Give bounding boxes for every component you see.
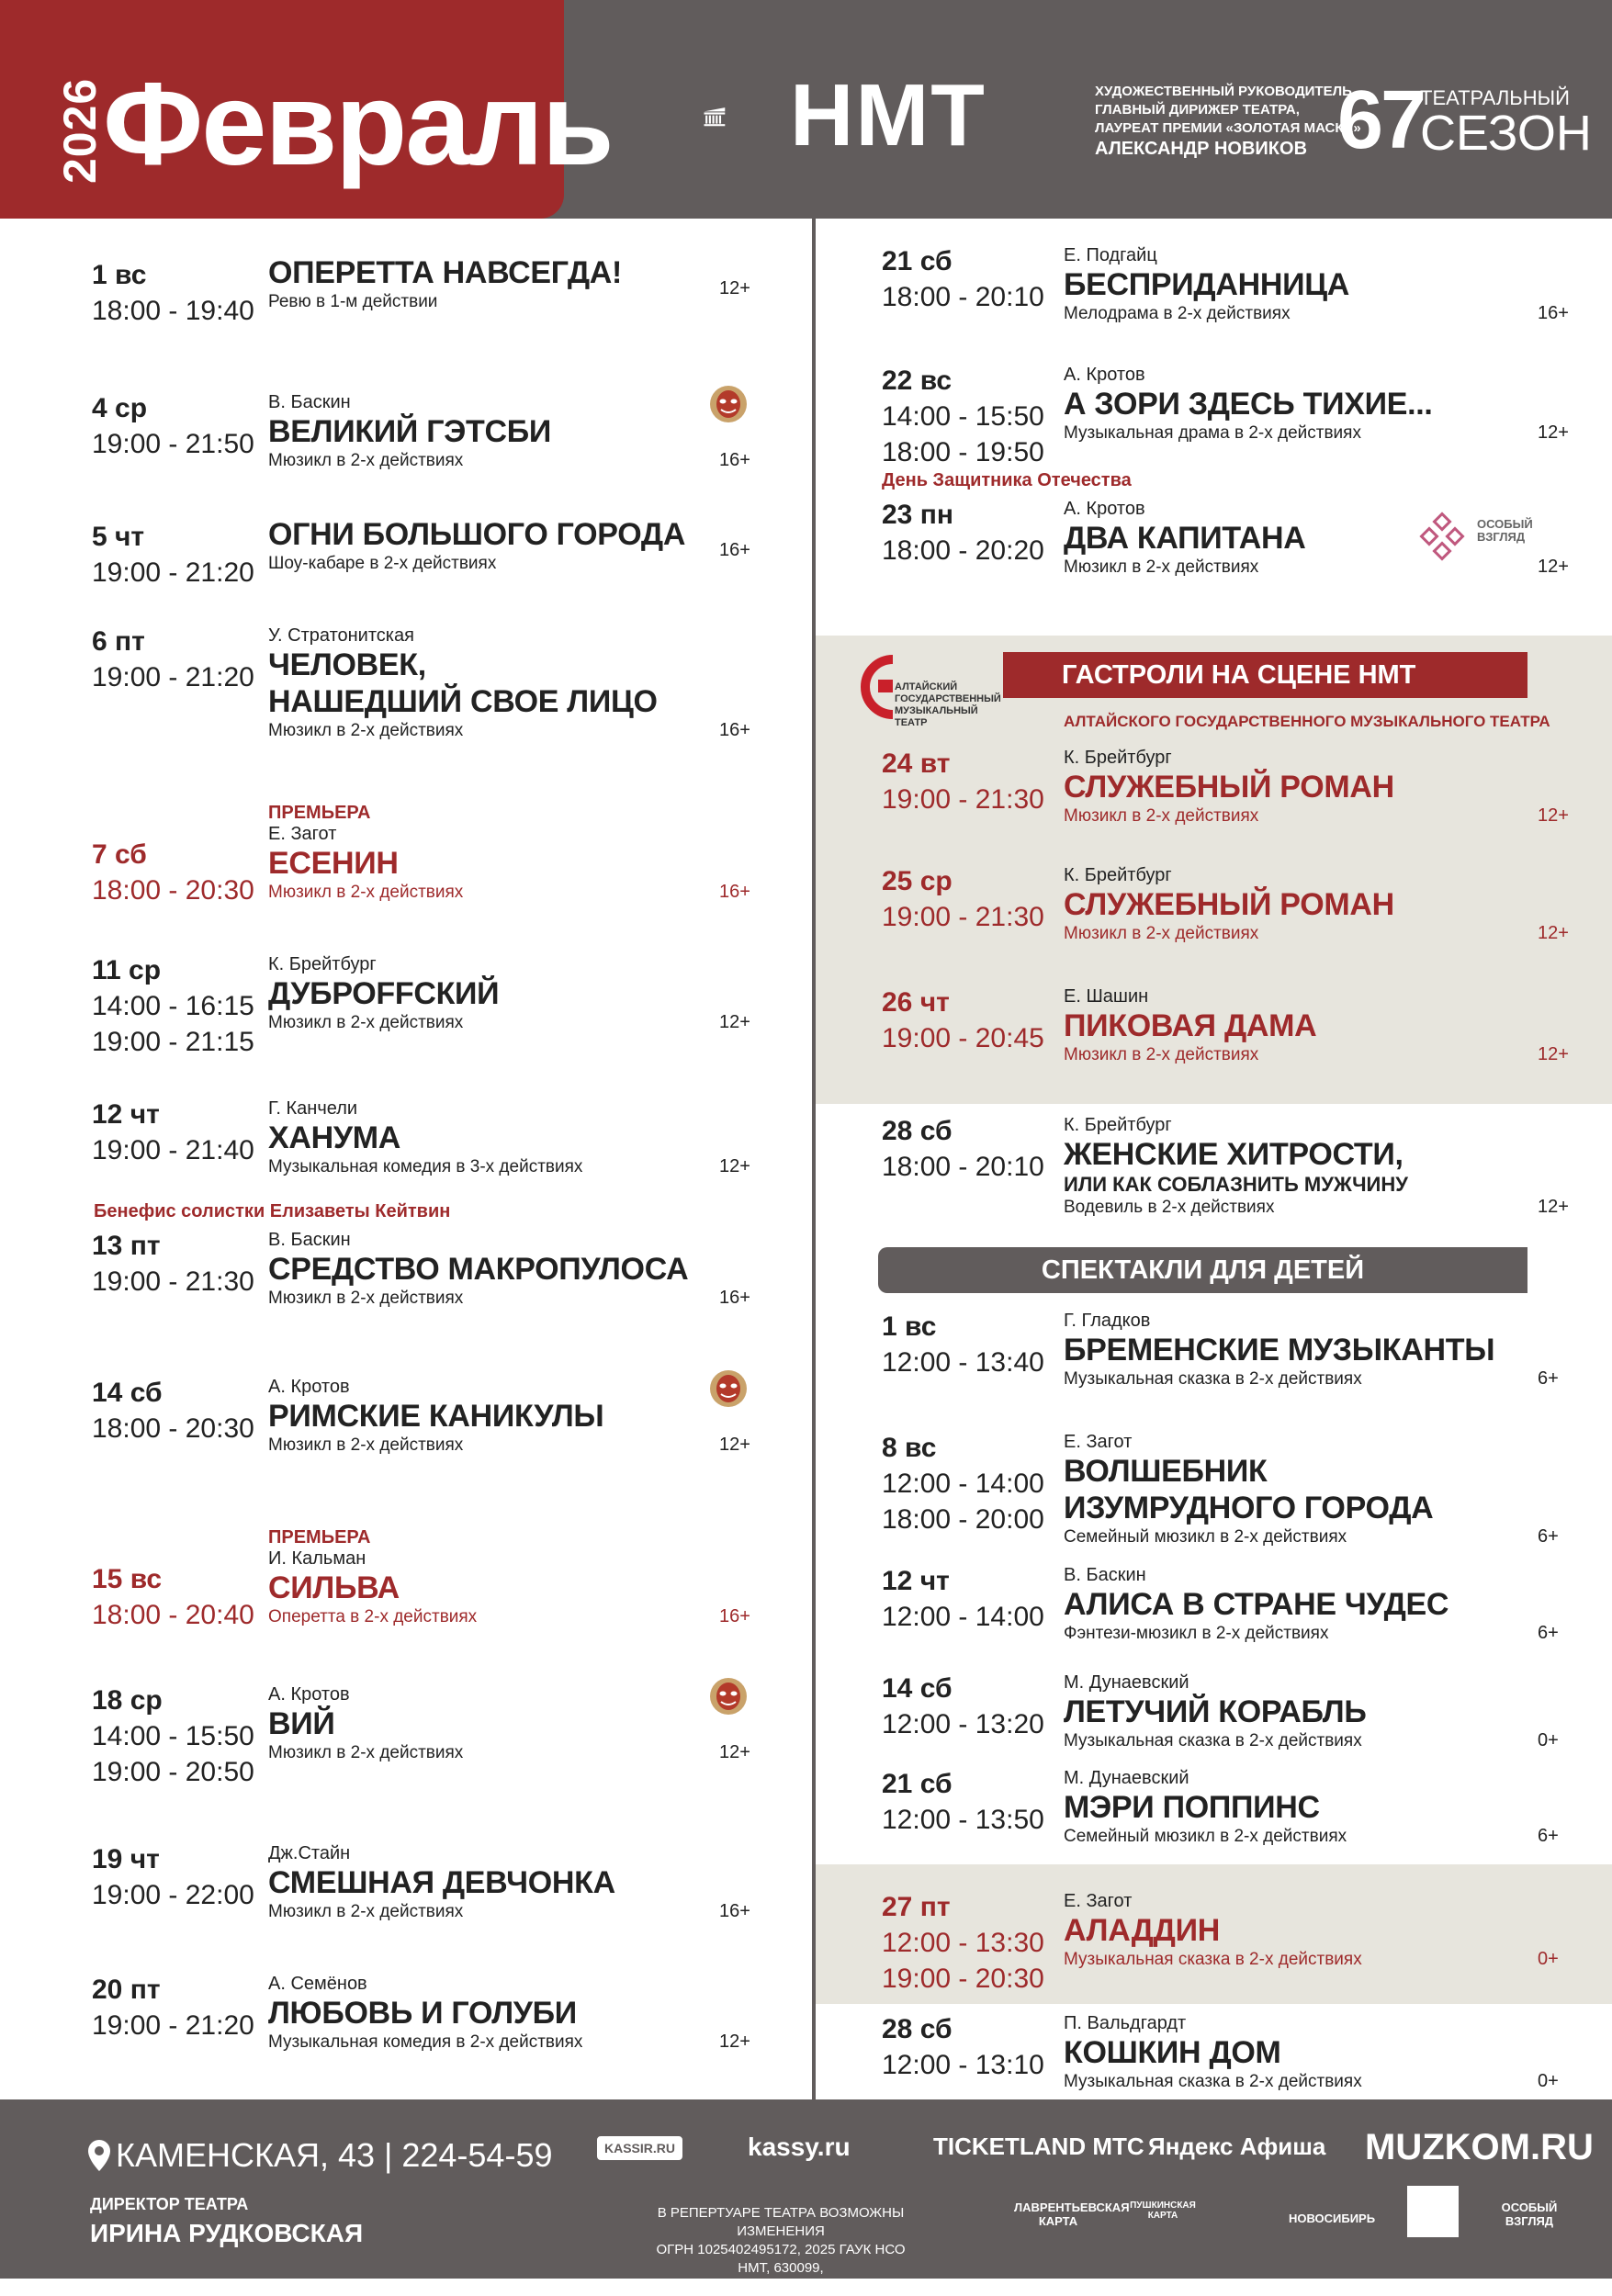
event-time: 14:00 - 16:15 [92,991,254,1021]
tour-subheading: АЛТАЙСКОГО ГОСУДАРСТВЕННОГО МУЗЫКАЛЬНОГО ТЕАТРА [1064,713,1550,730]
event-time: 18:00 - 20:30 [92,1413,254,1444]
event-times [92,1877,254,1913]
event-info [268,1842,727,1923]
event-times [882,782,1044,817]
event-note: День Защитника Отечества [882,470,1132,490]
event-day: 18 ср [92,1685,163,1716]
event-time: 18:00 - 20:10 [882,282,1044,312]
event-day: 5 чт [92,522,145,552]
event-author: К. Брейтбург [1064,865,1172,885]
artistic-director-info [1095,83,1361,158]
event-times [882,1466,1044,1537]
event-times [92,1132,254,1168]
event-genre: Мюзикл в 2-х действиях [268,1902,464,1921]
note-line: ОГРН 1025402495172, 2025 ГАУК НСО НМТ, 630099, [656,2242,906,2276]
age-rating: 12+ [1538,1044,1569,1064]
age-rating: 16+ [719,1288,750,1308]
event-title[interactable]: ДУБРОFFСКИЙ [268,976,500,1011]
osobyi-line1: ОСОБЫЙ [1477,517,1533,531]
event-times [882,1020,1044,1056]
age-rating: 6+ [1538,1368,1559,1389]
event-title[interactable]: АЛИСА В СТРАНЕ ЧУДЕС [1064,1587,1449,1622]
event-info [268,391,727,472]
event-info [268,803,727,904]
event-times [882,1706,1044,1742]
event-author: К. Брейтбург [268,954,377,974]
header [0,0,1612,219]
event-times [92,872,254,908]
event-day: 22 вс [882,366,953,396]
event-title[interactable]: ОГНИ БОЛЬШОГО ГОРОДА [268,517,686,552]
osobyi-text [1477,518,1533,544]
event-times [882,2047,1044,2083]
event-times [92,1411,254,1446]
event-genre: Оперетта в 2-х действиях [268,1607,478,1626]
event-times [92,426,254,462]
event-times [882,899,1044,935]
event-day: 11 ср [92,955,162,985]
logo-text: НМТ [790,66,986,164]
age-rating: 16+ [719,882,750,902]
event-author: К. Брейтбург [1064,1115,1172,1135]
agmt-text-line: МУЗЫКАЛЬНЫЙ [895,705,978,716]
event-genre: Музыкальная сказка в 2-х действиях [1064,1731,1362,1750]
legal-note [643,2204,919,2296]
event-title[interactable]: А ЗОРИ ЗДЕСЬ ТИХИЕ... [1064,387,1433,422]
event-day: 12 чт [882,1566,950,1596]
event-time: 12:00 - 13:20 [882,1709,1044,1739]
event-time: 19:00 - 21:15 [92,1027,254,1057]
event-info [1064,1890,1541,1971]
event-genre: Музыкальная драма в 2-х действиях [1064,423,1361,443]
event-time: 19:00 - 21:30 [882,902,1044,932]
event-time: 19:00 - 21:20 [92,557,254,588]
event-info [1064,1431,1541,1548]
month-block [0,0,613,219]
event-author: П. Вальдгардт [1064,2013,1187,2033]
event-times [882,1802,1044,1838]
event-time: 19:00 - 21:20 [92,2010,254,2041]
director-name: АЛЕКСАНДР НОВИКОВ [1095,139,1308,159]
event-times [92,293,254,329]
event-title[interactable]: СМЕШНАЯ ДЕВЧОНКА [268,1865,615,1900]
event-day: 21 сб [882,246,953,276]
event-author: А. Кротов [268,1684,350,1705]
event-author: В. Баскин [1064,1565,1146,1585]
event-day: 6 пт [92,626,145,657]
event-times [882,1599,1044,1635]
event-day: 19 чт [92,1844,160,1874]
event-info [1064,864,1541,945]
event-day: 14 сб [92,1378,163,1408]
kassir-link[interactable]: KASSIR.RU [597,2136,682,2160]
event-title[interactable]: ЕСЕНИН [268,846,399,881]
event-genre: Мюзикл в 2-х действиях [268,1435,464,1455]
event-genre: Мюзикл в 2-х действиях [1064,924,1259,943]
age-rating: 12+ [1538,557,1569,577]
event-genre: Мюзикл в 2-х действиях [268,1289,464,1308]
event-times [92,988,254,1060]
event-genre: Шоу-кабаре в 2-х действиях [268,554,497,573]
event-time: 19:00 - 22:00 [92,1880,254,1910]
event-author: Г. Канчели [268,1098,358,1119]
age-rating: 12+ [719,1742,750,1762]
event-day: 20 пт [92,1975,161,2005]
event-times [882,533,1044,568]
event-genre: Семейный мюзикл в 2-х действиях [1064,1827,1347,1846]
event-day: 8 вс [882,1433,937,1463]
event-day: 13 пт [92,1231,161,1261]
event-day: 28 сб [882,2014,953,2044]
event-day: 24 вт [882,748,951,779]
event-title-line2[interactable]: НАШЕДШИЙ СВОЕ ЛИЦО [268,684,658,719]
season-label-2: СЕЗОН [1420,106,1592,161]
event-genre: Мюзикл в 2-х действиях [268,1013,464,1032]
note-line: г.Новосибирск, ул.Каменская, 43 [676,2279,885,2294]
event-day: 27 пт [882,1892,951,1922]
event-info [1064,1114,1541,1219]
golden-mask-icon [708,1676,749,1716]
event-title[interactable]: МЭРИ ПОППИНС [1064,1790,1320,1825]
event-title[interactable]: ВОЛШЕБНИК [1064,1454,1268,1489]
age-rating: 16+ [1538,303,1569,323]
event-title[interactable]: СЛУЖЕБНЫЙ РОМАН [1064,770,1394,805]
event-title[interactable]: ХАНУМА [268,1120,401,1155]
event-genre: Музыкальная сказка в 2-х действиях [1064,1369,1362,1389]
event-title[interactable]: ДВА КАПИТАНА [1064,521,1306,556]
qr-code-icon[interactable] [1407,2186,1459,2237]
event-info [268,1229,727,1310]
event-times [92,555,254,591]
theatre-building-icon [704,81,786,154]
event-time: 19:00 - 21:20 [92,662,254,692]
event-times [92,1597,254,1633]
event-time: 19:00 - 21:30 [92,1266,254,1297]
age-rating: 12+ [1538,805,1569,826]
event-author: А. Кротов [1064,365,1145,385]
event-author: М. Дунаевский [1064,1768,1189,1788]
event-info [1064,244,1541,325]
event-title[interactable]: АЛАДДИН [1064,1913,1220,1948]
partner-novosibir: НОВОСИБИРЬ [1288,2212,1376,2225]
event-times [92,2008,254,2043]
event-time: 19:00 - 20:50 [92,1757,254,1787]
age-rating: 12+ [719,1435,750,1455]
event-note: Бенефис солистки Елизаветы Кейтвин [94,1201,451,1221]
age-rating: 16+ [719,450,750,470]
age-rating: 12+ [1538,1197,1569,1217]
event-day: 4 ср [92,393,148,423]
age-rating: 16+ [719,720,750,740]
event-time: 12:00 - 14:00 [882,1602,1044,1632]
address: КАМЕНСКАЯ, 43 | 224-54-59 [116,2136,553,2174]
age-rating: 12+ [1538,923,1569,943]
event-times [92,1264,254,1300]
event-title[interactable]: СЛУЖЕБНЫЙ РОМАН [1064,887,1394,922]
event-day: 25 ср [882,866,953,896]
event-genre: Мюзикл в 2-х действиях [1064,1045,1259,1064]
event-time: 18:00 - 20:30 [92,875,254,906]
event-info [268,1376,727,1457]
director-line: ХУДОЖЕСТВЕННЫЙ РУКОВОДИТЕЛЬ, [1095,84,1357,99]
agmt-text-line: ГОСУДАРСТВЕННЫЙ [895,693,1001,704]
age-rating: 16+ [719,540,750,560]
event-info [1064,364,1541,445]
ticketland-link[interactable]: TICKETLAND МТС [933,2133,1144,2160]
event-times [92,1718,254,1790]
event-author: И. Кальман [268,1548,366,1569]
event-time: 12:00 - 13:10 [882,2050,1044,2080]
tour-heading: ГАСТРОЛИ НА СЦЕНЕ НМТ [1003,652,1527,698]
event-times [882,399,1044,470]
yandex-afisha-link[interactable]: Яндекс Афиша [1148,2133,1326,2160]
age-rating: 12+ [719,2032,750,2052]
event-time: 19:00 - 21:30 [882,784,1044,815]
event-day: 12 чт [92,1099,160,1130]
event-title[interactable]: ОПЕРЕТТА НАВСЕГДА! [268,255,623,290]
partner-osobyi: ОСОБЫЙ ВЗГЛЯД [1501,2200,1558,2228]
event-title[interactable]: ПИКОВАЯ ДАМА [1064,1008,1317,1043]
event-genre: Музыкальная комедия в 2-х действиях [268,2032,583,2052]
premiere-label: ПРЕМЬЕРА [268,803,371,823]
event-author: В. Баскин [268,392,351,412]
age-rating: 12+ [1538,422,1569,443]
event-time: 12:00 - 13:40 [882,1347,1044,1378]
event-genre: Фэнтези-мюзикл в 2-х действиях [1064,1624,1329,1643]
event-time: 14:00 - 15:50 [92,1721,254,1751]
premiere-label: ПРЕМЬЕРА [268,1527,371,1548]
event-info [1064,747,1541,827]
event-genre: Мюзикл в 2-х действиях [1064,806,1259,826]
event-author: Е. Загот [268,824,337,844]
event-author: Г. Гладков [1064,1311,1151,1331]
event-subtitle: ИЛИ КАК СОБЛАЗНИТЬ МУЖЧИНУ [1064,1173,1408,1196]
season-label-1: ТЕАТРАЛЬНЫЙ [1420,86,1570,109]
event-title[interactable]: ВИЙ [268,1706,335,1741]
event-title[interactable]: БРЕМЕНСКИЕ МУЗЫКАНТЫ [1064,1333,1495,1367]
agmt-text-line: ТЕАТР [895,717,928,728]
osobyi-line2: ВЗГЛЯД [1477,530,1526,544]
event-title[interactable]: ЧЕЛОВЕК, [268,647,426,682]
year: 2026 [54,77,106,184]
event-genre: Мюзикл в 2-х действиях [268,721,464,740]
event-day: 1 вс [882,1311,937,1342]
event-info [268,516,727,575]
event-title[interactable]: ЛЮБОВЬ И ГОЛУБИ [268,1996,577,2031]
event-genre: Семейный мюзикл в 2-х действиях [1064,1527,1347,1547]
event-genre: Музыкальная сказка в 2-х действиях [1064,2072,1362,2091]
event-time: 12:00 - 14:00 [882,1469,1044,1499]
event-title[interactable]: ЛЕТУЧИЙ КОРАБЛЬ [1064,1694,1367,1729]
kids-heading: СПЕКТАКЛИ ДЛЯ ДЕТЕЙ [878,1247,1527,1293]
partner-lavrentyevskaya: ЛАВРЕНТЬЕВСКАЯ КАРТА [1014,2200,1130,2228]
age-rating: 0+ [1538,1949,1559,1969]
event-day: 23 пн [882,500,953,530]
agmt-logo-text [895,681,1001,729]
event-day: 7 сб [92,839,147,870]
event-author: А. Кротов [268,1377,350,1397]
osobyi-vzglyad-logo [1420,514,1539,560]
event-day: 26 чт [882,987,950,1018]
age-rating: 12+ [719,1156,750,1176]
event-title[interactable]: ВЕЛИКИЙ ГЭТСБИ [268,414,552,449]
location-pin-icon [88,2140,110,2171]
event-time: 14:00 - 15:50 [882,401,1044,432]
event-day: 1 вс [92,260,147,290]
event-time: 19:00 - 21:50 [92,429,254,459]
age-rating: 16+ [719,1901,750,1921]
event-genre: Мюзикл в 2-х действиях [268,883,464,902]
age-rating: 12+ [719,1012,750,1032]
event-author: Е. Шашин [1064,986,1149,1007]
month-title: Февраль [103,59,613,190]
event-info [268,625,727,742]
event-author: Е. Подгайц [1064,245,1157,265]
event-time: 12:00 - 13:50 [882,1805,1044,1835]
golden-mask-icon [708,384,749,424]
event-author: Е. Загот [1064,1891,1133,1911]
age-rating: 0+ [1538,2071,1559,2091]
event-times [882,1345,1044,1380]
event-info [268,1097,727,1178]
golden-mask-icon [708,1368,749,1409]
event-genre: Музыкальная сказка в 2-х действиях [1064,1950,1362,1969]
event-info [268,953,727,1034]
event-time: 18:00 - 19:50 [882,437,1044,467]
event-info [1064,2012,1541,2093]
event-author: В. Баскин [268,1230,351,1250]
kassy-link[interactable]: kassy.ru [748,2133,851,2161]
event-title[interactable]: РИМСКИЕ КАНИКУЛЫ [268,1399,604,1434]
event-info [268,1973,727,2054]
event-info [268,1683,727,1764]
event-author: А. Кротов [1064,499,1145,519]
age-rating: 0+ [1538,1730,1559,1750]
event-times [882,1149,1044,1185]
event-info [1064,1310,1541,1390]
event-time: 18:00 - 19:40 [92,296,254,326]
age-rating: 12+ [719,278,750,298]
event-title[interactable]: КОШКИН ДОМ [1064,2035,1281,2070]
director-line: ГЛАВНЫЙ ДИРИЖЕР ТЕАТРА, [1095,102,1300,118]
event-author: К. Брейтбург [1064,748,1172,768]
partner-pushkin-card: ПУШКИНСКАЯ КАРТА [1130,2200,1196,2221]
event-time: 19:00 - 21:40 [92,1135,254,1165]
event-author: Дж.Стайн [268,1843,351,1863]
event-title[interactable]: ЖЕНСКИЕ ХИТРОСТИ, [1064,1137,1403,1172]
column-divider [812,219,816,2099]
agmt-text-line: АЛТАЙСКИЙ [895,681,958,692]
event-time: 18:00 - 20:40 [92,1600,254,1630]
director-label: ДИРЕКТОР ТЕАТРА [90,2195,249,2213]
age-rating: 6+ [1538,1526,1559,1547]
footer [0,2099,1612,2294]
event-genre: Мелодрама в 2-х действиях [1064,304,1291,323]
event-genre: Мюзикл в 2-х действиях [1064,557,1259,577]
event-title[interactable]: СРЕДСТВО МАКРОПУЛОСА [268,1252,689,1287]
event-title[interactable]: СИЛЬВА [268,1570,400,1605]
event-time: 19:00 - 20:45 [882,1023,1044,1053]
event-genre: Мюзикл в 2-х действиях [268,1743,464,1762]
event-info [1064,1671,1541,1752]
event-author: У. Стратонитская [268,625,414,646]
event-info [268,254,727,313]
osobyi-vzglyad-icon [1420,514,1468,560]
season-number: 67 [1337,74,1425,166]
event-info [1064,1564,1541,1645]
event-day: 15 вс [92,1564,163,1594]
event-day: 28 сб [882,1116,953,1146]
event-author: А. Семёнов [268,1974,367,1994]
event-times [882,279,1044,315]
event-genre: Музыкальная комедия в 3-х действиях [268,1157,583,1176]
event-title-line2[interactable]: ИЗУМРУДНОГО ГОРОДА [1064,1491,1434,1525]
event-info [268,1527,727,1628]
event-time: 19:00 - 20:30 [882,1964,1044,1994]
event-author: М. Дунаевский [1064,1672,1189,1693]
event-info [1064,1767,1541,1848]
director-name-footer: ИРИНА РУДКОВСКАЯ [90,2219,364,2247]
event-day: 21 сб [882,1769,953,1799]
age-rating: 16+ [719,1606,750,1626]
age-rating: 6+ [1538,1826,1559,1846]
event-genre: Мюзикл в 2-х действиях [268,451,464,470]
event-times [882,1925,1044,1997]
event-title[interactable]: БЕСПРИДАННИЦА [1064,267,1350,302]
event-day: 14 сб [882,1673,953,1704]
event-genre: Водевиль в 2-х действиях [1064,1198,1275,1217]
event-time: 18:00 - 20:00 [882,1504,1044,1535]
event-time: 12:00 - 13:30 [882,1928,1044,1958]
event-info [1064,985,1541,1066]
director-line: ЛАУРЕАТ ПРЕМИИ «ЗОЛОТАЯ МАСКА» [1095,120,1361,136]
age-rating: 6+ [1538,1623,1559,1643]
event-times [92,659,254,695]
note-line: В РЕПЕРТУАРЕ ТЕАТРА ВОЗМОЖНЫ ИЗМЕНЕНИЯ [657,2205,905,2239]
event-time: 18:00 - 20:10 [882,1152,1044,1182]
event-time: 18:00 - 20:20 [882,535,1044,566]
event-genre: Ревю в 1-м действии [268,292,438,311]
muzkom-link[interactable]: MUZKOM.RU [1365,2127,1594,2167]
event-author: Е. Загот [1064,1432,1133,1452]
